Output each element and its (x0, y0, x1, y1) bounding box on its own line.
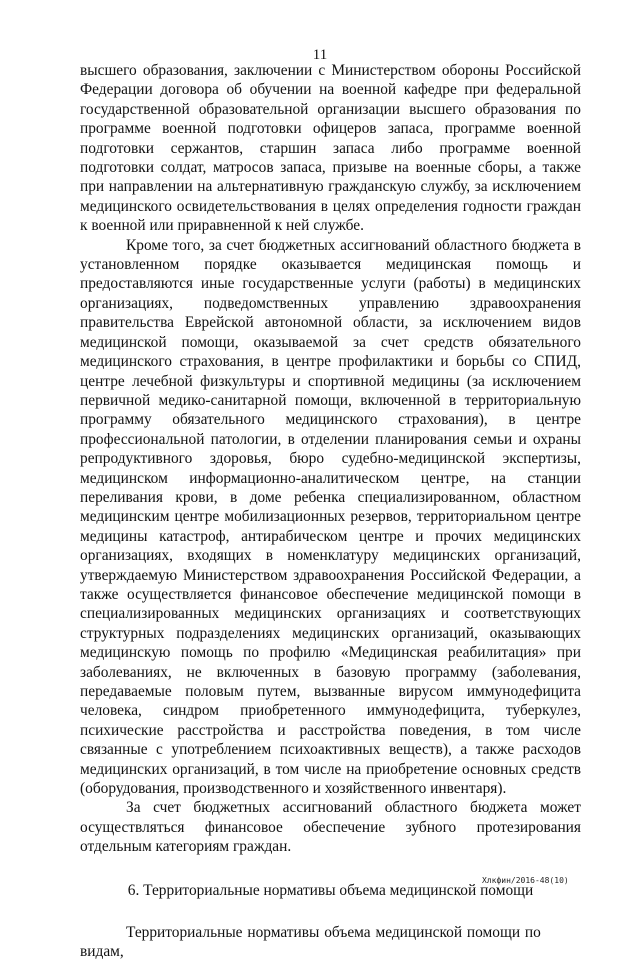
paragraph-3: За счет бюджетных ассигнований областного бюджета может осуществляться финансовое обеспечение зубного протезирования отдельным категориям граждан. (80, 799, 581, 856)
paragraph-1: высшего образования, заключении с Министерством обороны Российской Федерации договора об обучении на военной кафедре при федеральной государственной образовательной организации высшего образования по программе военной подготовки офицеров запаса, программе военной подготовки сержантов, старшин запаса либо программе военной подготовки солдат, матросов запаса, призыве на военные сборы, а также при направлении на альтернативную гражданскую службу, за исключением медицинского освидетельствования в целях определения годности граждан к военной или приравненной к ней службе. (80, 62, 581, 235)
page-content (80, 61, 581, 962)
paragraph-2: Кроме того, за счет бюджетных ассигнований областного бюджета в установленном порядке оказывается медицинская помощь и предоставляются иные государственные услуги (работы) в медицинских организациях, подведомственных управлению здравоохранения правительства Еврейской автономной области, за исключением видов медицинской помощи, оказываемой за счет средств обязательного медицинского страхования, в центре профилактики и борьбы со СПИД, центре лечебной физкультуры и спортивной медицины (за исключением первичной медико-санитарной помощи, включенной в территориальную программу обязательного медицинского страхования), в центре профессиональной патологии, в отделении планирования семьи и охраны репродуктивного здоровья, бюро судебно-медицинской экспертизы, медицинском информационно-аналитическом центре, на станции переливания крови, в доме ребенка специализированном, областном медицинским центре мобилизационных резервов, территориальном центре медицины катастроф, антирабическом центре и прочих медицинских организациях, входящих в номенклатуру медицинских организаций, утверждаемую Министерством здравоохранения Российской Федерации, а также осуществляется финансовое обеспечение медицинской помощи в специализированных медицинских организациях и соответствующих структурных подразделениях медицинских организаций, оказывающих медицинскую помощь по профилю «Медицинская реабилитация» при заболеваниях, не включенных в базовую программу (заболевания, передаваемые половым путем, вызванные вирусом иммунодефицита человека, синдром приобретенного иммунодефицита, туберкулез, психические расстройства и расстройства поведения, в том числе связанные с употреблением психоактивных веществ), а также расходов медицинских организаций, в том числе на приобретение основных средств (оборудования, производственного и хозяйственного инвентаря). (80, 236, 581, 798)
footer-code: Хлкфин/2016-48(10) (482, 876, 569, 885)
section-heading: 6. Территориальные нормативы объема медицинской помощи (127, 881, 534, 899)
page-number: 11 (312, 47, 328, 63)
paragraph-4: Территориальные нормативы объема медицинской помощи по видам, (80, 924, 541, 961)
